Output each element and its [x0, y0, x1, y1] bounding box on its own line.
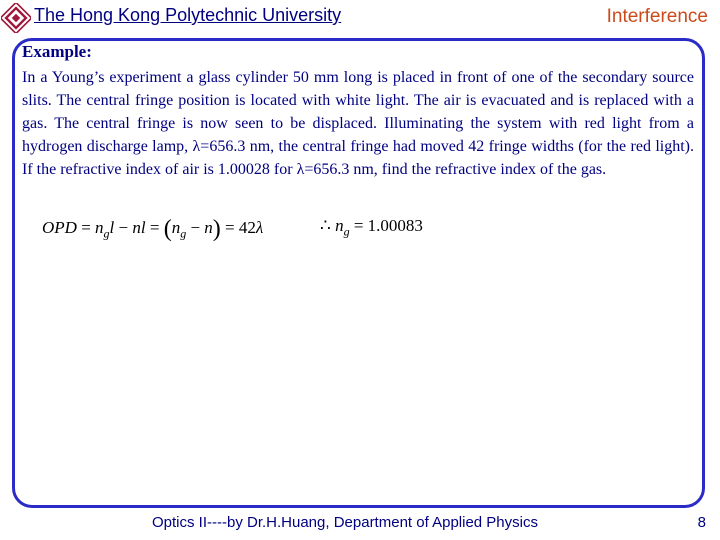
- problem-text: In a Young’s experiment a glass cylinder 50 mm long is placed in front of one of the secondary source slits. The central fringe position is located with white light. The air is evacuated and is replaced with a gas. The central fringe is now seen to be displaced. Illuminating the system with red light from a hydrogen discharge lamp, λ=656.3 nm, the central fringe had moved 42 fringe widths (for the red light). If the refractive index of air is 1.00028 for λ=656.3 nm, find the refractive index of the gas.: [22, 69, 694, 178]
- university-name: The Hong Kong Polytechnic University: [34, 5, 342, 25]
- result-equation: ∴ $n_g = 1.00083$: [320, 216, 423, 239]
- footer-credit: Optics II----by Dr.H.Huang, Department of Applied Physics: [152, 514, 538, 531]
- page-number: 8: [697, 514, 706, 531]
- opd-equation: OPD = $n_gl$ − nl = $(n_g - n) = 42\lambda$: [42, 216, 264, 242]
- polyu-logo-icon: [1, 3, 31, 33]
- topic-title: Interference: [606, 6, 708, 27]
- example-heading: Example:: [22, 42, 92, 61]
